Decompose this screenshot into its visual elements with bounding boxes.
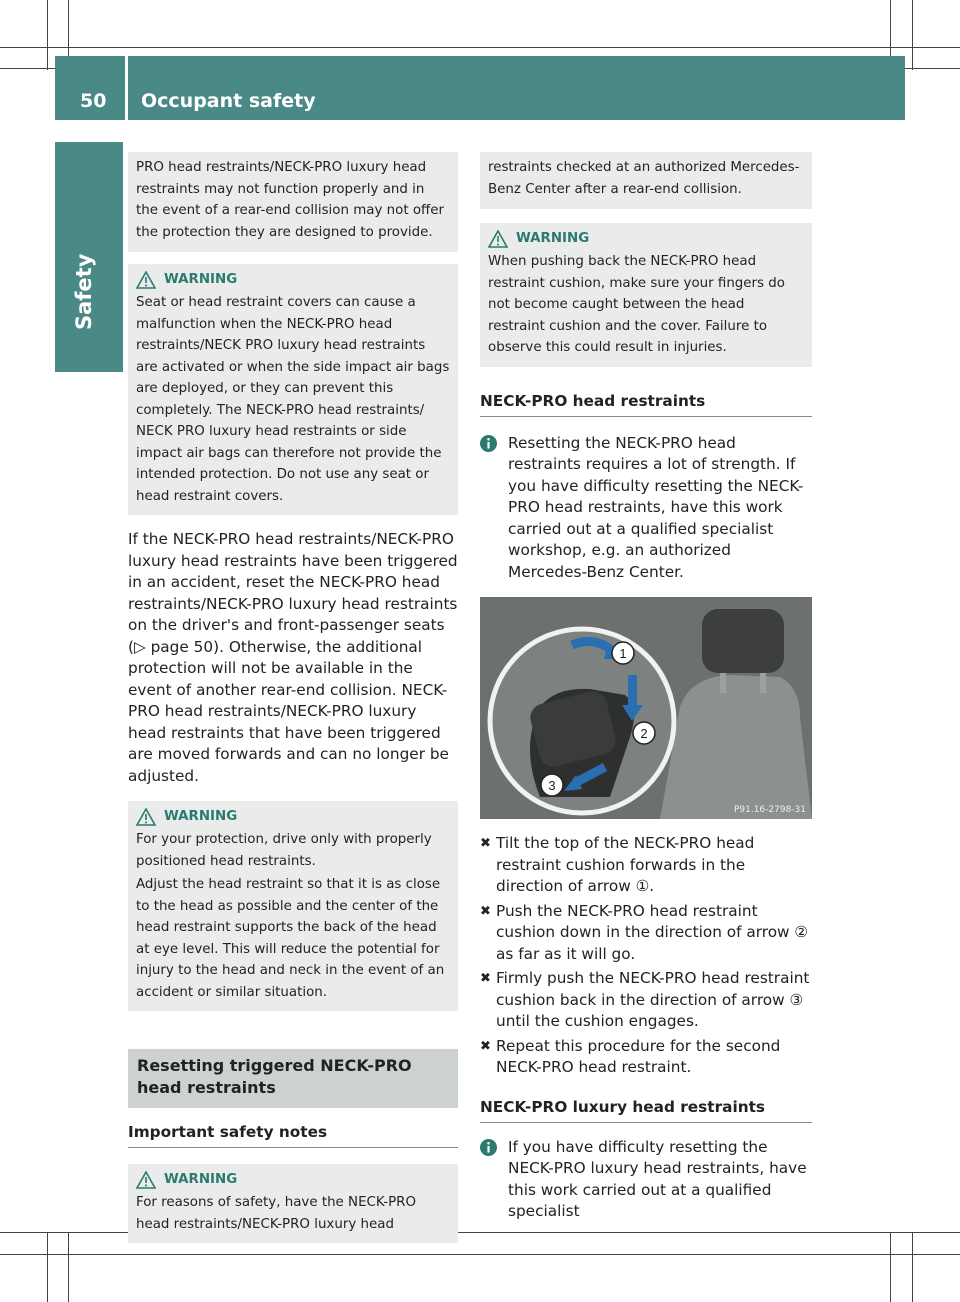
crop-mark <box>0 1254 960 1255</box>
section-heading: Resetting triggered NECK-PRO head restraints <box>128 1049 458 1108</box>
step-arrow-icon: ✖ <box>480 1038 491 1054</box>
figure-label-3: 3 <box>548 778 556 793</box>
warning-text: Seat or head restraint covers can cause a malfunction when the NECK-PRO head restraints/NECK PRO luxury head restraints are activated or when the side impact air bags are deployed, or they can prevent this completely. The NECK-PRO head restraints/ NECK PRO luxury head restraints or side impact air bags can therefore not provide the intended protection. Do not use any seat or head restraint covers. <box>136 295 450 504</box>
right-column <box>480 152 812 1223</box>
warning-box-safety <box>128 1164 458 1243</box>
warning-box-covers <box>128 264 458 515</box>
step-text: Repeat this procedure for the second NECK-PRO head restraint. <box>496 1036 781 1076</box>
info-note <box>480 433 812 584</box>
step-item <box>480 968 812 1033</box>
warning-title: WARNING <box>164 1172 238 1187</box>
warning-heading <box>136 270 450 290</box>
subheading: NECK-PRO luxury head restraints <box>480 1097 812 1123</box>
info-icon <box>480 1139 497 1156</box>
step-item <box>480 1036 812 1079</box>
warning-text: For reasons of safety, have the NECK-PRO head restraints/NECK-PRO luxury head <box>136 1195 417 1232</box>
step-item <box>480 833 812 898</box>
continued-warning-box <box>480 152 812 209</box>
figure-caption: P91.16-2798-31 <box>733 805 806 815</box>
info-icon <box>480 435 497 452</box>
crop-mark <box>47 1232 48 1302</box>
warning-triangle-icon <box>136 271 156 289</box>
crop-mark <box>912 0 913 70</box>
warning-box-positioning <box>128 801 458 1011</box>
continued-warning-text: PRO head restraints/NECK-PRO luxury head restraints may not function properly and in the event of a rear-end collision may not offer the protection they are designed to provide. <box>136 160 444 240</box>
warning-heading <box>136 807 450 827</box>
step-text: Firmly push the NECK-PRO head restraint cushion back in the direction of arrow ③ until the cushion engages. <box>496 969 810 1030</box>
warning-title: WARNING <box>164 272 238 287</box>
step-text: Tilt the top of the NECK-PRO head restraint cushion forwards in the direction of arrow ①. <box>496 834 755 895</box>
crop-mark <box>68 1232 69 1302</box>
figure-label-1: 1 <box>619 646 627 661</box>
page-number: 50 <box>80 90 107 112</box>
info-text: If you have difficulty resetting the NECK-PRO luxury head restraints, have this work carried out at a qualified specialist <box>508 1137 807 1220</box>
step-arrow-icon: ✖ <box>480 836 491 851</box>
warning-title: WARNING <box>164 809 238 824</box>
crop-mark <box>912 1232 913 1302</box>
warning-box-fingers <box>480 223 812 367</box>
warning-text: Adjust the head restraint so that it is as close to the head as possible and the center of the head restraint supports the back of the head at eye level. This will reduce the potential for injury to the head and neck in the event of an accident or similar situation. <box>136 877 445 1000</box>
continued-warning-text: restraints checked at an authorized Mercedes-Benz Center after a rear-end collision. <box>488 160 800 197</box>
crop-mark <box>0 47 960 48</box>
neck-pro-figure <box>480 597 812 819</box>
crop-mark <box>890 1232 891 1302</box>
crop-mark <box>47 0 48 70</box>
subheading: NECK-PRO head restraints <box>480 391 812 417</box>
step-item <box>480 901 812 966</box>
step-text: Push the NECK-PRO head restraint cushion down in the direction of arrow ② as far as it will go. <box>496 901 809 963</box>
info-note <box>480 1137 812 1223</box>
continued-warning-box <box>128 152 458 252</box>
warning-heading <box>488 229 804 249</box>
warning-title: WARNING <box>516 231 590 246</box>
step-arrow-icon: ✖ <box>480 903 491 919</box>
step-arrow-icon: ✖ <box>480 971 491 986</box>
warning-triangle-icon <box>136 808 156 826</box>
header-separator <box>125 56 128 120</box>
warning-text: When pushing back the NECK-PRO head restraint cushion, make sure your fingers do not become caught between the head restraint cushion and the cover. Failure to observe this could result in injuries. <box>488 254 785 355</box>
subheading: Important safety notes <box>128 1122 458 1148</box>
warning-text: For your protection, drive only with properly positioned head restraints. <box>136 832 432 869</box>
info-text: Resetting the NECK-PRO head restraints requires a lot of strength. If you have difficulty resetting the NECK-PRO head restraints, have this work carried out at a qualified specialist workshop, e.g. an authorized Mercedes-Benz Center. <box>508 433 804 581</box>
warning-heading <box>136 1170 450 1190</box>
section-title: Occupant safety <box>141 90 316 112</box>
warning-triangle-icon <box>136 1171 156 1189</box>
body-paragraph: If the NECK-PRO head restraints/NECK-PRO luxury head restraints have been triggered in an accident, reset the NECK-PRO head restraints/NECK-PRO luxury head restraints on the driver's and front-passenger seats (▷ page 50). Otherwise, the additional protection will not be available in the event of another rear-end collision. NECK-PRO head restraints/NECK-PRO luxury head restraints that have been triggered are moved forwards and can no longer be adjusted. <box>128 530 458 785</box>
side-tab-label: Safety <box>72 253 96 330</box>
figure-label-2: 2 <box>640 726 648 741</box>
left-column <box>128 152 458 1243</box>
headrest-illustration <box>480 597 812 819</box>
warning-triangle-icon <box>488 230 508 248</box>
